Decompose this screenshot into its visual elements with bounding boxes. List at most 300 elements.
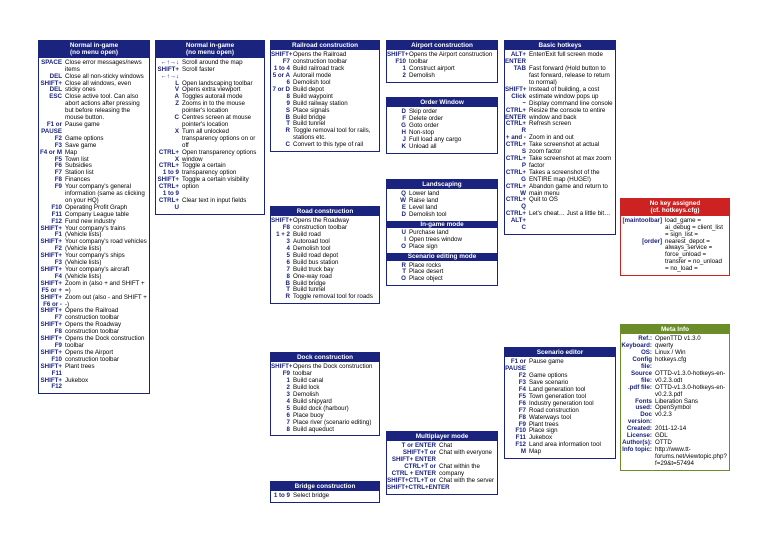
section-title: [505, 348, 615, 357]
hotkey-description: http://www.tt-forums.net/viewtopic.php?f=29&t=57494: [655, 445, 727, 467]
hotkey-row: [39, 184, 147, 205]
hotkey-description: Demolish: [409, 72, 435, 80]
hotkey-row: [39, 81, 147, 95]
hotkey-row: [271, 364, 377, 378]
hotkey-row: [505, 142, 613, 156]
hotkey-description: qwerty: [655, 342, 674, 350]
hotkey-description: Jukebox: [529, 434, 553, 442]
hotkey-description: 2011-12-14: [655, 425, 687, 433]
hotkey-description: Purchase land: [409, 229, 449, 237]
hotkey-row: [621, 447, 727, 468]
hotkey-description: Build waypoint: [293, 92, 333, 100]
hotkey-key: 1: [402, 65, 406, 73]
hotkey-key: Config file:: [632, 356, 652, 371]
hotkey-description: Fast forward (Hold button to fast forward, release to return to normal): [529, 65, 610, 87]
hotkey-key: Author(s):: [622, 439, 652, 446]
hotkey-key: Z: [175, 100, 179, 108]
section-title-text: Normal in-game: [185, 42, 235, 49]
hotkey-description: Your company's ships (Vehicle lists): [65, 252, 125, 267]
hotkey-key: F10: [515, 427, 526, 435]
section-road: [270, 206, 380, 304]
hotkey-description: Skip order: [409, 108, 438, 116]
hotkey-description: Delete order: [409, 115, 444, 123]
hotkey-description: GDL: [655, 432, 668, 440]
hotkey-row: [39, 226, 147, 240]
hotkey-description: Chat: [439, 442, 453, 450]
hotkey-description: Save game: [65, 141, 97, 149]
hotkey-key: SHIFT+ F6 or -: [40, 293, 62, 308]
hotkey-key: T: [402, 268, 406, 276]
hotkey-row: [39, 94, 147, 122]
hotkey-description: Map: [65, 148, 78, 156]
hotkey-key: F1 or PAUSE: [41, 120, 62, 135]
hotkey-key: F11: [51, 210, 62, 218]
section-order: [386, 97, 498, 154]
subsection-title: In-game mode: [387, 221, 497, 228]
hotkey-key: SHIFT+ F12: [40, 376, 62, 391]
hotkey-row: [621, 385, 727, 399]
hotkey-key: F: [402, 115, 406, 123]
hotkey-description: Close error messages/news items: [65, 58, 142, 73]
hotkey-description: Build shipyard: [293, 397, 332, 405]
hotkey-key: F8: [518, 413, 526, 421]
hotkey-description: Plant trees: [529, 420, 559, 428]
hotkey-description: Plant trees: [65, 362, 95, 370]
hotkey-key: SHIFT+ F8: [271, 217, 293, 232]
hotkey-description: Enter/Exit full screen mode: [529, 51, 603, 59]
hotkey-key: D: [401, 108, 406, 116]
hotkey-key: CTRL+ ENTER: [505, 106, 526, 121]
hotkey-row: [39, 122, 147, 136]
hotkey-row: [505, 156, 613, 170]
hotkey-key: CTRL+ X: [158, 148, 179, 163]
hotkey-description: OTTD-v1.3.0-hotkeys-en-v0.2.3.pdf: [655, 383, 726, 398]
hotkey-row: [505, 121, 613, 135]
hotkey-key: G: [401, 122, 406, 130]
hotkey-description: Place signals: [293, 106, 330, 114]
hotkey-description: Build bridge: [293, 113, 326, 121]
section-airport: [386, 40, 498, 83]
hotkey-key: 5: [286, 404, 290, 412]
hotkey-key: .pdf file:: [627, 383, 652, 391]
hotkey-key: SHIFT+ F2: [40, 238, 62, 253]
hotkey-key: SHIFT+ F9: [40, 335, 62, 349]
hotkey-description: Instead of building, a cost estimate window pops up: [529, 85, 600, 100]
hotkey-key: J: [402, 136, 406, 144]
hotkey-description: Opens the Airport construction toolbar: [65, 348, 119, 363]
hotkey-description: Place sign: [409, 243, 438, 251]
hotkey-key: SHIFT+ ←↑→↓: [157, 65, 179, 80]
hotkey-description: Open transparency options window: [182, 148, 257, 163]
hotkey-key: I: [404, 236, 406, 244]
section-title: [387, 180, 497, 189]
hotkey-description: Linux / Win: [655, 349, 686, 357]
hotkey-description: Place object: [409, 275, 443, 283]
hotkey-key: U: [401, 229, 406, 237]
hotkey-description: Land generation tool: [529, 386, 586, 394]
section-title-text: Railroad construction: [291, 42, 359, 49]
hotkey-description: Build railway station: [293, 99, 348, 107]
section-meta: [620, 324, 730, 471]
hotkey-description: Take screenshot at max zoom factor: [529, 155, 612, 169]
hotkey-row: [39, 239, 147, 253]
hotkey-description: Construct airport: [409, 65, 455, 73]
hotkey-row: [505, 108, 613, 122]
hotkey-key: 6: [286, 79, 290, 87]
hotkey-description: Your company's road vehicles (Vehicle lists): [65, 238, 147, 253]
hotkey-description: Convert to this type of rail: [293, 141, 364, 149]
hotkey-description: Demolish tool: [293, 245, 331, 253]
hotkey-row: [39, 60, 147, 74]
hotkey-description: Unload all: [409, 142, 437, 150]
section-title: [621, 199, 729, 216]
hotkey-description: Opens the Railroad construction toolbar: [293, 51, 347, 66]
hotkey-key: 1 + 2: [276, 231, 290, 239]
hotkey-row: [156, 177, 262, 198]
hotkey-row: [39, 378, 147, 392]
hotkey-key: F9: [54, 183, 62, 191]
hotkey-description: Close active tool. Can also abort actions after pressing but before releasing the mouse button.: [65, 93, 140, 122]
hotkey-key: X: [174, 127, 179, 135]
hotkey-row: [39, 350, 147, 364]
hotkey-description: Scroll around the map: [182, 58, 243, 66]
hotkey-description: Opens the Railroad construction toolbar: [65, 307, 119, 322]
hotkey-description: OTTD: [655, 439, 672, 446]
hotkey-key: SHIFT+T or SHIFT+ ENTER: [391, 449, 436, 464]
hotkey-key: B: [285, 113, 290, 121]
hotkey-row: [621, 239, 727, 274]
hotkey-key: 2: [402, 72, 406, 80]
hotkey-description: Turn all unlocked transparency options on or off: [182, 127, 256, 149]
hotkey-description: Build lock: [293, 384, 320, 392]
hotkey-description: Build road: [293, 231, 321, 239]
hotkey-key: F3: [518, 379, 526, 387]
hotkey-row: [621, 399, 727, 413]
hotkey-key: Ref.:: [638, 335, 652, 343]
hotkey-key: Q: [401, 190, 406, 198]
hotkey-description: Your company's trains (Vehicle lists): [65, 224, 126, 239]
hotkey-row: [156, 67, 262, 81]
hotkey-key: 1 to 9: [273, 492, 290, 500]
hotkey-row: [505, 449, 613, 456]
hotkey-description: Demolish tool: [409, 211, 447, 219]
hotkey-description: Land area information tool: [529, 441, 601, 449]
hotkey-description: nearest_depot = always_service = force_unload = transfer = no_unload = no_load =: [665, 237, 722, 273]
hotkey-description: Build aqueduct: [293, 425, 334, 433]
hotkey-key: F4 or M: [39, 148, 62, 156]
hotkey-description: Game options: [65, 134, 104, 142]
section-dock: [270, 352, 380, 436]
hotkey-description: Toggles autorail mode: [182, 93, 243, 101]
hotkey-key: C: [285, 141, 290, 149]
hotkey-key: C: [174, 114, 179, 122]
hotkey-key: F4: [518, 386, 526, 394]
hotkey-key: B: [285, 279, 290, 287]
hotkey-description: Close all windows, even sticky ones: [65, 79, 132, 94]
section-title: [271, 41, 379, 50]
hotkey-key: SHIFT+ F10: [387, 51, 409, 66]
hotkey-row: [39, 281, 147, 295]
hotkey-key: A: [174, 93, 179, 101]
hotkey-key: F1 or PAUSE: [505, 358, 526, 373]
hotkey-row: [271, 128, 377, 142]
hotkey-description: Chat within the company: [439, 463, 480, 478]
hotkey-description: Autorail mode: [293, 72, 332, 80]
hotkey-key: E: [401, 204, 406, 212]
hotkey-key: 7: [286, 265, 290, 273]
hotkey-key: F12: [515, 441, 526, 449]
hotkey-description: Jukebox: [65, 376, 89, 384]
hotkey-key: ←↑→↓: [160, 58, 179, 66]
section-title: [271, 207, 379, 216]
hotkey-description: Build tunnel: [293, 286, 326, 294]
hotkey-key: O: [401, 243, 406, 251]
section-title: [387, 432, 497, 441]
hotkey-description: Quit to OS: [529, 196, 558, 204]
hotkey-key: F11: [515, 434, 526, 442]
hotkey-row: [156, 198, 262, 212]
hotkey-row: [156, 129, 262, 150]
hotkey-key: SPACE: [41, 58, 62, 66]
section-title: [39, 41, 149, 58]
hotkey-description: Build truck bay: [293, 265, 334, 273]
hotkey-description: Scroll faster: [182, 65, 215, 73]
hotkey-key: SHIFT+ F3: [40, 252, 62, 267]
hotkey-key: Fonts used:: [635, 397, 652, 412]
section-title-text: Meta Info: [660, 326, 690, 333]
hotkey-row: [387, 144, 495, 151]
hotkey-description: One-way road: [293, 272, 332, 280]
hotkey-description: Build depot: [293, 85, 324, 93]
hotkey-key: F7: [518, 406, 526, 414]
hotkey-key: + and -: [505, 134, 526, 142]
hotkey-description: Waterways tool: [529, 413, 572, 421]
hotkey-key: 9: [286, 99, 290, 107]
hotkey-key: CTRL+T or CTRL + ENTER: [391, 463, 436, 478]
hotkey-key: CTRL+ W: [505, 182, 526, 197]
section-noassign: [620, 198, 730, 276]
hotkey-row: [39, 322, 147, 336]
hotkey-key: SHIFT+ F7: [40, 307, 62, 322]
section-title: [271, 353, 379, 362]
hotkey-row: [387, 244, 495, 251]
hotkey-description: Demolish: [293, 391, 319, 399]
hotkey-row: [271, 218, 377, 232]
hotkey-key: R: [285, 127, 290, 135]
hotkey-key: S: [285, 106, 290, 114]
hotkey-key: T: [286, 286, 290, 294]
hotkey-description: Build dock (harbour): [293, 404, 349, 412]
section-title-text: Order Window: [420, 99, 464, 106]
hotkey-description: Chat with the server: [439, 476, 495, 484]
hotkey-key: F5: [54, 155, 62, 163]
hotkey-description: Toggle removal tool for rails, stations etc.: [293, 127, 371, 142]
hotkey-key: H: [401, 129, 406, 137]
hotkey-key: CTRL+ S: [505, 141, 526, 156]
section-normal2: [155, 40, 265, 215]
hotkey-key: ESC: [49, 93, 62, 101]
section-title-text: Airport construction: [411, 42, 473, 49]
subsection-title: Scenario editing mode: [387, 253, 497, 260]
hotkey-key: SHIFT+ F4: [40, 266, 62, 280]
hotkey-key: Created:: [626, 425, 652, 433]
hotkey-key: F6: [54, 162, 62, 170]
hotkey-key: SHIFT+ F9: [271, 363, 293, 378]
hotkey-key: CTRL+ P: [505, 155, 526, 169]
hotkey-description: Liberation Sans OpenSymbol: [655, 397, 698, 412]
hotkey-description: load_game = ai_debug = client_list = sign_list =: [665, 216, 723, 238]
hotkey-row: [271, 493, 377, 500]
hotkey-key: F9: [518, 420, 526, 428]
hotkey-key: SHIFT+ Click: [505, 85, 527, 100]
hotkey-description: Opens the Dock construction toolbar: [293, 363, 373, 378]
section-title-text: No key assigned: [649, 200, 701, 207]
hotkey-key: Info topic:: [622, 445, 652, 453]
hotkey-row: [156, 150, 262, 164]
section-basic: [504, 40, 616, 235]
hotkey-key: R: [285, 293, 290, 301]
hotkey-key: F6: [518, 399, 526, 407]
hotkey-key: 6: [286, 411, 290, 419]
hotkey-key: [order]: [642, 237, 662, 245]
hotkey-key: 3: [286, 391, 290, 399]
section-subtitle: (no menu open): [70, 49, 118, 57]
hotkey-key: CTRL+ Q: [505, 196, 526, 211]
hotkey-description: Town generation tool: [529, 392, 587, 400]
hotkey-description: Toggle a certain transparency option: [182, 162, 237, 177]
hotkey-key: 4: [286, 245, 290, 253]
hotkey-description: Takes a screenshot of the ENTIRE map (HUGE!): [529, 168, 600, 183]
hotkey-description: Pause game: [65, 120, 100, 128]
hotkey-row: [621, 218, 727, 239]
section-title: [156, 41, 264, 58]
hotkey-row: [39, 267, 147, 281]
section-land: [386, 179, 498, 286]
hotkey-description: Centres screen at mouse pointer's location: [182, 114, 252, 128]
hotkey-key: 2: [286, 384, 290, 392]
hotkey-description: Let's cheat… Just a little bit…: [529, 210, 611, 218]
hotkey-description: Close all non-sticky windows: [65, 72, 144, 80]
hotkey-row: [39, 253, 147, 267]
hotkey-description: Zoom in and out: [529, 134, 574, 142]
hotkey-key: T: [286, 120, 290, 128]
hotkey-key: D: [401, 211, 406, 219]
section-subtitle: (cf. hotkeys.cfg): [650, 207, 700, 215]
section-title-text: Dock construction: [296, 354, 354, 361]
hotkey-description: Non-stop: [409, 129, 435, 137]
section-rail: [270, 40, 380, 152]
hotkey-description: Abandon game and return to main menu: [529, 182, 608, 197]
hotkey-description: Place rocks: [409, 261, 441, 269]
hotkey-description: Finances: [65, 176, 91, 184]
hotkey-description: Opens the Roadway construction toolbar: [293, 217, 350, 232]
section-title: [387, 98, 497, 107]
hotkey-description: Station list: [65, 169, 94, 177]
hotkey-key: Doc version:: [627, 411, 652, 426]
hotkey-key: L: [175, 79, 179, 87]
hotkey-row: [271, 294, 377, 301]
hotkey-description: Level land: [409, 204, 438, 212]
hotkey-row: [505, 87, 613, 101]
hotkey-key: F3: [54, 141, 62, 149]
section-bridge: [270, 481, 380, 503]
hotkey-description: v0.2.3: [655, 411, 672, 419]
hotkey-description: Build railroad track: [293, 65, 345, 73]
section-title-text: Normal in-game: [69, 42, 119, 49]
hotkey-description: Build tunnel: [293, 120, 326, 128]
section-multi: [386, 431, 498, 495]
hotkey-row: [39, 336, 147, 350]
hotkey-description: Full load any cargo: [409, 136, 462, 144]
hotkey-description: Autoroad tool: [293, 238, 330, 246]
hotkey-key: M: [520, 448, 526, 456]
hotkey-key: SHIFT+ F8: [40, 321, 62, 336]
hotkey-key: 7: [286, 418, 290, 426]
hotkey-key: 8: [286, 425, 290, 433]
section-title-text: Landscaping: [422, 181, 462, 188]
hotkey-description: Fund new industry: [65, 217, 116, 225]
hotkey-description: Build canal: [293, 377, 324, 385]
hotkey-key: SHIFT+ F5 or +: [40, 279, 62, 294]
hotkey-key: SHIFT+ CTRL+ 1 to 9: [157, 176, 179, 198]
section-subtitle: (no menu open): [186, 49, 234, 57]
section-normal1: [38, 40, 150, 394]
hotkey-row: [271, 142, 377, 149]
hotkey-key: F2: [518, 372, 526, 380]
hotkey-description: hotkeys.cfg: [655, 356, 687, 364]
hotkey-description: Zooms in to the mouse pointer's location: [182, 100, 245, 115]
hotkey-description: Save scenario: [529, 379, 569, 387]
hotkey-key: 6: [286, 258, 290, 266]
hotkey-row: [387, 276, 495, 283]
hotkey-key: 1: [286, 377, 290, 385]
hotkey-key: SHIFT+ DEL: [40, 79, 62, 94]
hotkey-description: Select bridge: [293, 492, 330, 500]
hotkey-key: TAB: [513, 65, 526, 73]
hotkey-description: Build bridge: [293, 279, 326, 287]
hotkey-description: Zoom in (also + and SHIFT + =): [65, 279, 145, 294]
hotkey-description: Resize the console to entire window and back: [529, 106, 606, 121]
section-title-text: Scenario editor: [536, 349, 584, 356]
hotkey-description: OpenTTD v1.3.0: [655, 335, 701, 343]
hotkey-description: Operating Profit Graph: [65, 203, 128, 211]
hotkey-key: 7 or D: [272, 85, 290, 93]
hotkey-row: [505, 211, 613, 232]
hotkey-description: Road construction: [529, 406, 579, 414]
hotkey-description: Clear text in input fields: [182, 196, 247, 204]
hotkey-row: [39, 364, 147, 378]
hotkey-key: SHIFT+ F10: [40, 348, 62, 363]
hotkey-key: SHIFT+ F11: [40, 362, 62, 377]
hotkey-description: Demolish tool: [293, 79, 331, 87]
hotkey-row: [156, 101, 262, 115]
section-scen: [504, 347, 616, 459]
hotkey-key: F2: [54, 134, 62, 142]
hotkey-description: Chat with everyone: [439, 449, 492, 457]
hotkey-key: F12: [51, 217, 62, 225]
hotkey-description: Raise land: [409, 197, 439, 205]
hotkey-row: [621, 412, 727, 426]
hotkey-row: [387, 464, 495, 478]
hotkey-description: Place river (scenario editing): [293, 418, 372, 426]
hotkey-key: 1 to 4: [273, 65, 290, 73]
section-title-text: Basic hotkeys: [538, 42, 582, 49]
hotkey-key: ~: [522, 99, 526, 107]
hotkey-key: SHIFT+ F7: [271, 51, 293, 66]
hotkey-description: Build road depot: [293, 251, 339, 259]
hotkey-description: Your company's aircraft (Vehicle lists): [65, 266, 130, 280]
hotkey-description: Refresh screen: [529, 120, 571, 128]
